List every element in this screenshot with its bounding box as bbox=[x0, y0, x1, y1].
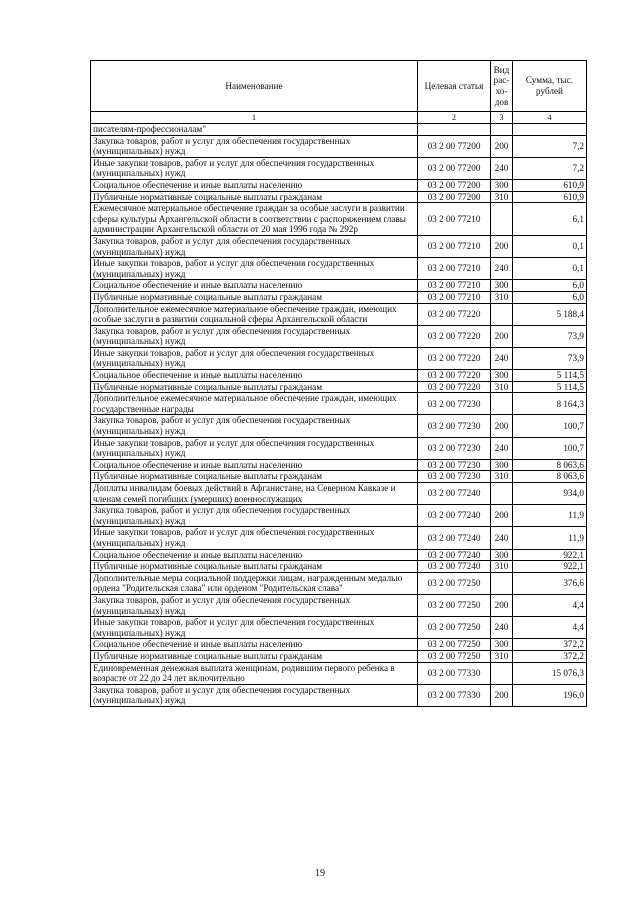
row-type: 300 bbox=[491, 459, 513, 471]
table-row bbox=[91, 191, 587, 203]
table-row bbox=[91, 415, 587, 437]
row-name: Дополнительные меры социальной поддержки лицам, награжденным медалью ордена "Родительская слава" или орденом "Родительская слава" bbox=[91, 572, 418, 594]
header-name: Наименование bbox=[91, 61, 418, 112]
row-code: 03 2 00 77210 bbox=[418, 291, 491, 303]
row-type: 300 bbox=[491, 549, 513, 561]
row-code: 03 2 00 77240 bbox=[418, 483, 491, 505]
table-row bbox=[91, 561, 587, 573]
page-number: 19 bbox=[315, 868, 325, 879]
row-code: 03 2 00 77200 bbox=[418, 179, 491, 191]
table-row bbox=[91, 393, 587, 415]
table-row bbox=[91, 347, 587, 369]
row-name: Закупка товаров, работ и услуг для обеспечения государственных (муниципальных) нужд bbox=[91, 594, 418, 616]
row-sum: 0,1 bbox=[513, 235, 587, 257]
table-row bbox=[91, 617, 587, 639]
row-sum: 8 164,3 bbox=[513, 393, 587, 415]
table-row bbox=[91, 662, 587, 684]
table-body bbox=[91, 124, 587, 707]
row-name: Социальное обеспечение и иные выплаты населению bbox=[91, 639, 418, 651]
row-type: 240 bbox=[491, 437, 513, 459]
row-sum: 8 063,6 bbox=[513, 459, 587, 471]
row-name: Социальное обеспечение и иные выплаты населению bbox=[91, 549, 418, 561]
row-sum: 7,2 bbox=[513, 135, 587, 157]
column-number: 2 bbox=[418, 112, 491, 124]
row-code: 03 2 00 77220 bbox=[418, 325, 491, 347]
row-code: 03 2 00 77250 bbox=[418, 617, 491, 639]
table-row bbox=[91, 483, 587, 505]
row-type: 300 bbox=[491, 179, 513, 191]
row-name: Публичные нормативные социальные выплаты гражданам bbox=[91, 471, 418, 483]
row-type: 200 bbox=[491, 594, 513, 616]
table-row bbox=[91, 471, 587, 483]
row-name: Единовременная денежная выплата женщинам, родившим первого ребенка в возрасте от 22 до 24 лет включительно bbox=[91, 662, 418, 684]
row-type: 310 bbox=[491, 191, 513, 203]
row-code: 03 2 00 77330 bbox=[418, 684, 491, 706]
row-code: 03 2 00 77230 bbox=[418, 415, 491, 437]
row-code: 03 2 00 77230 bbox=[418, 393, 491, 415]
row-name: Доплаты инвалидам боевых действий в Афганистане, на Северном Кавказе и членам семей погибших (умерших) военнослужащих bbox=[91, 483, 418, 505]
row-name: Закупка товаров, работ и услуг для обеспечения государственных (муниципальных) нужд bbox=[91, 325, 418, 347]
column-number: 1 bbox=[91, 112, 418, 124]
row-sum: 100,7 bbox=[513, 415, 587, 437]
row-name: Социальное обеспечение и иные выплаты населению bbox=[91, 370, 418, 382]
table-row bbox=[91, 381, 587, 393]
row-sum: 11,9 bbox=[513, 527, 587, 549]
row-sum: 15 076,3 bbox=[513, 662, 587, 684]
row-sum: 610,9 bbox=[513, 179, 587, 191]
budget-table bbox=[90, 60, 587, 707]
row-sum: 73,9 bbox=[513, 325, 587, 347]
table-row bbox=[91, 437, 587, 459]
row-code: 03 2 00 77250 bbox=[418, 650, 491, 662]
row-type bbox=[491, 572, 513, 594]
row-type: 310 bbox=[491, 381, 513, 393]
table-row bbox=[91, 124, 587, 136]
row-sum: 376,6 bbox=[513, 572, 587, 594]
row-type bbox=[491, 203, 513, 236]
header-code: Целевая статья bbox=[418, 61, 491, 112]
row-type: 300 bbox=[491, 639, 513, 651]
row-code: 03 2 00 77240 bbox=[418, 527, 491, 549]
table-row bbox=[91, 527, 587, 549]
row-sum: 73,9 bbox=[513, 347, 587, 369]
header-type: Вид рас-хо-дов bbox=[491, 61, 513, 112]
row-type: 300 bbox=[491, 370, 513, 382]
row-code: 03 2 00 77210 bbox=[418, 258, 491, 280]
row-sum: 5 188,4 bbox=[513, 303, 587, 325]
row-type: 300 bbox=[491, 280, 513, 292]
row-name: Иные закупки товаров, работ и услуг для обеспечения государственных (муниципальных) нужд bbox=[91, 527, 418, 549]
row-type: 200 bbox=[491, 684, 513, 706]
row-code: 03 2 00 77240 bbox=[418, 549, 491, 561]
row-name: писателям-профессионалам" bbox=[91, 124, 418, 136]
row-type: 310 bbox=[491, 291, 513, 303]
row-sum: 372,2 bbox=[513, 650, 587, 662]
row-sum: 922,1 bbox=[513, 561, 587, 573]
row-sum: 100,7 bbox=[513, 437, 587, 459]
row-type: 310 bbox=[491, 471, 513, 483]
row-name: Публичные нормативные социальные выплаты гражданам bbox=[91, 191, 418, 203]
row-code: 03 2 00 77210 bbox=[418, 280, 491, 292]
row-name: Иные закупки товаров, работ и услуг для обеспечения государственных (муниципальных) нужд bbox=[91, 157, 418, 179]
table-header-row bbox=[91, 61, 587, 112]
row-sum: 372,2 bbox=[513, 639, 587, 651]
row-code: 03 2 00 77200 bbox=[418, 157, 491, 179]
row-type: 240 bbox=[491, 527, 513, 549]
row-name: Социальное обеспечение и иные выплаты населению bbox=[91, 179, 418, 191]
table-row bbox=[91, 505, 587, 527]
table-row bbox=[91, 179, 587, 191]
row-name: Закупка товаров, работ и услуг для обеспечения государственных (муниципальных) нужд bbox=[91, 135, 418, 157]
column-number: 4 bbox=[513, 112, 587, 124]
row-code: 03 2 00 77220 bbox=[418, 347, 491, 369]
table-row bbox=[91, 549, 587, 561]
row-type: 240 bbox=[491, 617, 513, 639]
row-code: 03 2 00 77240 bbox=[418, 505, 491, 527]
row-code: 03 2 00 77240 bbox=[418, 561, 491, 573]
row-type bbox=[491, 124, 513, 136]
row-code: 03 2 00 77220 bbox=[418, 381, 491, 393]
row-type: 200 bbox=[491, 135, 513, 157]
header-sum: Сумма, тыс. рублей bbox=[513, 61, 587, 112]
row-name: Закупка товаров, работ и услуг для обеспечения государственных (муниципальных) нужд bbox=[91, 505, 418, 527]
row-type bbox=[491, 303, 513, 325]
row-name: Публичные нормативные социальные выплаты гражданам bbox=[91, 650, 418, 662]
row-type: 200 bbox=[491, 415, 513, 437]
table-row bbox=[91, 459, 587, 471]
row-name: Социальное обеспечение и иные выплаты населению bbox=[91, 459, 418, 471]
column-number-row bbox=[91, 112, 587, 124]
row-code: 03 2 00 77250 bbox=[418, 639, 491, 651]
column-number: 3 bbox=[491, 112, 513, 124]
table-row bbox=[91, 280, 587, 292]
row-code: 03 2 00 77230 bbox=[418, 459, 491, 471]
row-name: Иные закупки товаров, работ и услуг для обеспечения государственных (муниципальных) нужд bbox=[91, 347, 418, 369]
row-code: 03 2 00 77230 bbox=[418, 437, 491, 459]
table-row bbox=[91, 370, 587, 382]
row-name: Иные закупки товаров, работ и услуг для обеспечения государственных (муниципальных) нужд bbox=[91, 617, 418, 639]
table-row bbox=[91, 303, 587, 325]
row-type bbox=[491, 483, 513, 505]
row-sum: 5 114,5 bbox=[513, 381, 587, 393]
row-type: 200 bbox=[491, 505, 513, 527]
row-code: 03 2 00 77250 bbox=[418, 572, 491, 594]
row-sum: 934,0 bbox=[513, 483, 587, 505]
row-code: 03 2 00 77250 bbox=[418, 594, 491, 616]
row-type bbox=[491, 662, 513, 684]
row-name: Дополнительное ежемесячное материальное обеспечение граждан, имеющих государственные награды bbox=[91, 393, 418, 415]
row-name: Ежемесячное материальное обеспечение граждан за особые заслуги в развитии сферы культуры Архангельской области в соответствии с распоряжением главы администрации Архангельской области от 20 мая 1996 года № 292р bbox=[91, 203, 418, 236]
row-name: Публичные нормативные социальные выплаты гражданам bbox=[91, 291, 418, 303]
row-sum: 8 063,6 bbox=[513, 471, 587, 483]
table-row bbox=[91, 684, 587, 706]
row-code: 03 2 00 77210 bbox=[418, 203, 491, 236]
row-code: 03 2 00 77200 bbox=[418, 135, 491, 157]
row-code: 03 2 00 77220 bbox=[418, 303, 491, 325]
row-sum: 922,1 bbox=[513, 549, 587, 561]
table-row bbox=[91, 639, 587, 651]
row-sum: 6,0 bbox=[513, 280, 587, 292]
row-sum: 11,9 bbox=[513, 505, 587, 527]
table-row bbox=[91, 325, 587, 347]
row-type: 200 bbox=[491, 235, 513, 257]
row-code: 03 2 00 77210 bbox=[418, 235, 491, 257]
row-name: Иные закупки товаров, работ и услуг для обеспечения государственных (муниципальных) нужд bbox=[91, 437, 418, 459]
table-row bbox=[91, 135, 587, 157]
table-row bbox=[91, 157, 587, 179]
row-sum: 4,4 bbox=[513, 617, 587, 639]
row-sum: 4,4 bbox=[513, 594, 587, 616]
row-sum: 7,2 bbox=[513, 157, 587, 179]
row-name: Публичные нормативные социальные выплаты гражданам bbox=[91, 561, 418, 573]
table-row bbox=[91, 291, 587, 303]
row-name: Иные закупки товаров, работ и услуг для обеспечения государственных (муниципальных) нужд bbox=[91, 258, 418, 280]
row-sum: 6,1 bbox=[513, 203, 587, 236]
table-row bbox=[91, 650, 587, 662]
table-row bbox=[91, 203, 587, 236]
row-name: Дополнительное ежемесячное материальное обеспечение граждан, имеющих особые заслуги в развитии социальной сферы Архангельской области bbox=[91, 303, 418, 325]
row-name: Закупка товаров, работ и услуг для обеспечения государственных (муниципальных) нужд bbox=[91, 235, 418, 257]
row-type: 240 bbox=[491, 258, 513, 280]
row-code: 03 2 00 77200 bbox=[418, 191, 491, 203]
row-sum: 0,1 bbox=[513, 258, 587, 280]
row-sum bbox=[513, 124, 587, 136]
row-sum: 6,0 bbox=[513, 291, 587, 303]
row-code: 03 2 00 77230 bbox=[418, 471, 491, 483]
row-name: Закупка товаров, работ и услуг для обеспечения государственных (муниципальных) нужд bbox=[91, 684, 418, 706]
row-name: Закупка товаров, работ и услуг для обеспечения государственных (муниципальных) нужд bbox=[91, 415, 418, 437]
row-name: Социальное обеспечение и иные выплаты населению bbox=[91, 280, 418, 292]
table-row bbox=[91, 235, 587, 257]
row-code bbox=[418, 124, 491, 136]
row-type: 240 bbox=[491, 157, 513, 179]
row-sum: 5 114,5 bbox=[513, 370, 587, 382]
row-name: Публичные нормативные социальные выплаты гражданам bbox=[91, 381, 418, 393]
row-type: 200 bbox=[491, 325, 513, 347]
row-type: 310 bbox=[491, 561, 513, 573]
table-row bbox=[91, 594, 587, 616]
row-type: 310 bbox=[491, 650, 513, 662]
row-type bbox=[491, 393, 513, 415]
row-type: 240 bbox=[491, 347, 513, 369]
table-row bbox=[91, 572, 587, 594]
row-sum: 610,9 bbox=[513, 191, 587, 203]
row-code: 03 2 00 77220 bbox=[418, 370, 491, 382]
table-row bbox=[91, 258, 587, 280]
row-code: 03 2 00 77330 bbox=[418, 662, 491, 684]
row-sum: 196,0 bbox=[513, 684, 587, 706]
